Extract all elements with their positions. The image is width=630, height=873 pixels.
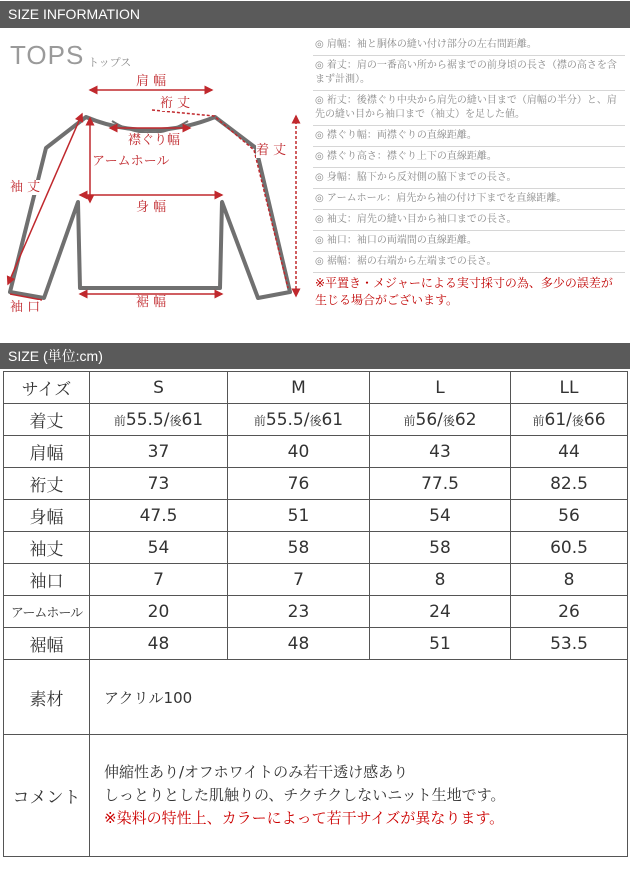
table-row-sodeguchi <box>4 564 628 596</box>
table-row-material <box>4 660 628 735</box>
size-information-header: SIZE INFORMATION <box>0 1 630 28</box>
table-cell: 40 <box>228 436 370 468</box>
tops-title: TOPS <box>10 40 85 70</box>
label-katahaba: 肩 幅 <box>136 74 167 89</box>
material-value: アクリル100 <box>90 660 628 735</box>
table-cell: 56 <box>511 500 628 532</box>
table-cell: 43 <box>370 436 511 468</box>
note-eriguri: ◎ 襟ぐり幅：両襟ぐりの直線距離。 <box>313 126 625 147</box>
table-cell: 73 <box>90 468 228 500</box>
table-cell: 47.5 <box>90 500 228 532</box>
measurement-warning: ※平置き・メジャーによる実寸採寸の為、多少の誤差が生じる場合がございます。 <box>315 276 613 307</box>
table-cell: 76 <box>228 468 370 500</box>
row-label: 着丈 <box>4 404 90 436</box>
table-cell: 48 <box>90 628 228 660</box>
tops-diagram <box>0 30 310 335</box>
header-size-s: S <box>90 372 228 404</box>
row-label: 袖丈 <box>4 532 90 564</box>
note-yukitake: ◎ 裄丈：後襟ぐり中央から肩先の縫い目まで（肩幅の半分）と、肩先の縫い目から袖口まで（袖丈）を足した値。 <box>313 91 625 126</box>
label-susohaba: 裾 幅 <box>136 295 167 310</box>
label-armhole: アームホール <box>92 154 170 169</box>
table-row-comment <box>4 735 628 857</box>
note-kitake: ◎ 着丈：肩の一番高い所から裾までの前身頃の長さ（襟の高さを含まず計測）。 <box>313 56 625 91</box>
table-cell: 前55.5/後61 <box>228 404 370 436</box>
table-cell: 60.5 <box>511 532 628 564</box>
label-kitake: 着 丈 <box>256 143 287 158</box>
table-cell: 77.5 <box>370 468 511 500</box>
label-mihaba: 身 幅 <box>136 200 167 215</box>
label-eriguri: 襟ぐり幅 <box>128 133 181 148</box>
tops-subtitle: トップス <box>88 56 132 69</box>
table-cell: 前61/後66 <box>511 404 628 436</box>
label-yukitake: 裄 丈 <box>160 96 191 111</box>
note-susohaba: ◎ 裾幅：裾の右端から左端までの長さ。 <box>313 252 625 273</box>
table-row-yukitake <box>4 468 628 500</box>
header-size-l: L <box>370 372 511 404</box>
table-cell: 前55.5/後61 <box>90 404 228 436</box>
table-header-row <box>4 372 628 404</box>
table-cell: 26 <box>511 596 628 628</box>
note-eriguri-height: ◎ 襟ぐり高さ：襟ぐり上下の直線距離。 <box>313 147 625 168</box>
table-cell: 37 <box>90 436 228 468</box>
table-cell: 51 <box>370 628 511 660</box>
table-cell: 7 <box>228 564 370 596</box>
table-row-kitake <box>4 404 628 436</box>
table-cell: 44 <box>511 436 628 468</box>
header-size-m: M <box>228 372 370 404</box>
comment-label: コメント <box>4 735 90 857</box>
row-label: 袖口 <box>4 564 90 596</box>
row-label: 裾幅 <box>4 628 90 660</box>
note-armhole: ◎ アームホール：肩先から袖の付け下までを直線距離。 <box>313 189 625 210</box>
material-label: 素材 <box>4 660 90 735</box>
table-row-mihaba <box>4 500 628 532</box>
comment-line-1: 伸縮性あり/オフホワイトのみ若干透け感あり <box>104 763 409 781</box>
row-label: アームホール <box>4 596 90 628</box>
table-cell: 23 <box>228 596 370 628</box>
table-cell: 58 <box>228 532 370 564</box>
size-table <box>3 371 628 857</box>
row-label: 裄丈 <box>4 468 90 500</box>
header-size-label: サイズ <box>4 372 90 404</box>
table-cell: 7 <box>90 564 228 596</box>
table-cell: 82.5 <box>511 468 628 500</box>
table-cell: 48 <box>228 628 370 660</box>
comment-warning: ※染料の特性上、カラーによって若干サイズが異なります。 <box>104 809 505 827</box>
measurement-notes <box>313 35 625 311</box>
table-cell: 8 <box>370 564 511 596</box>
table-row-susohaba <box>4 628 628 660</box>
table-cell: 58 <box>370 532 511 564</box>
comment-value <box>90 735 628 857</box>
note-katahaba: ◎ 肩幅：袖と胴体の縫い付け部分の左右間距離。 <box>313 35 625 56</box>
table-row-armhole <box>4 596 628 628</box>
table-cell: 前56/後62 <box>370 404 511 436</box>
size-unit-header: SIZE (単位:cm) <box>0 343 630 369</box>
label-sodetake: 袖 丈 <box>10 180 41 195</box>
label-sodeguchi: 袖 口 <box>10 300 41 315</box>
row-label: 身幅 <box>4 500 90 532</box>
table-cell: 53.5 <box>511 628 628 660</box>
note-sodeguchi: ◎ 袖口：袖口の両端間の直線距離。 <box>313 231 625 252</box>
row-label: 肩幅 <box>4 436 90 468</box>
header-size-ll: LL <box>511 372 628 404</box>
comment-line-2: しっとりとした肌触りの、チクチクしないニット生地です。 <box>104 786 506 804</box>
table-cell: 54 <box>90 532 228 564</box>
note-sodetake: ◎ 袖丈：肩先の縫い目から袖口までの長さ。 <box>313 210 625 231</box>
table-row-sodetake <box>4 532 628 564</box>
note-mihaba: ◎ 身幅：脇下から反対側の脇下までの長さ。 <box>313 168 625 189</box>
table-cell: 8 <box>511 564 628 596</box>
table-row-katahaba <box>4 436 628 468</box>
table-cell: 24 <box>370 596 511 628</box>
table-cell: 54 <box>370 500 511 532</box>
table-cell: 20 <box>90 596 228 628</box>
table-cell: 51 <box>228 500 370 532</box>
